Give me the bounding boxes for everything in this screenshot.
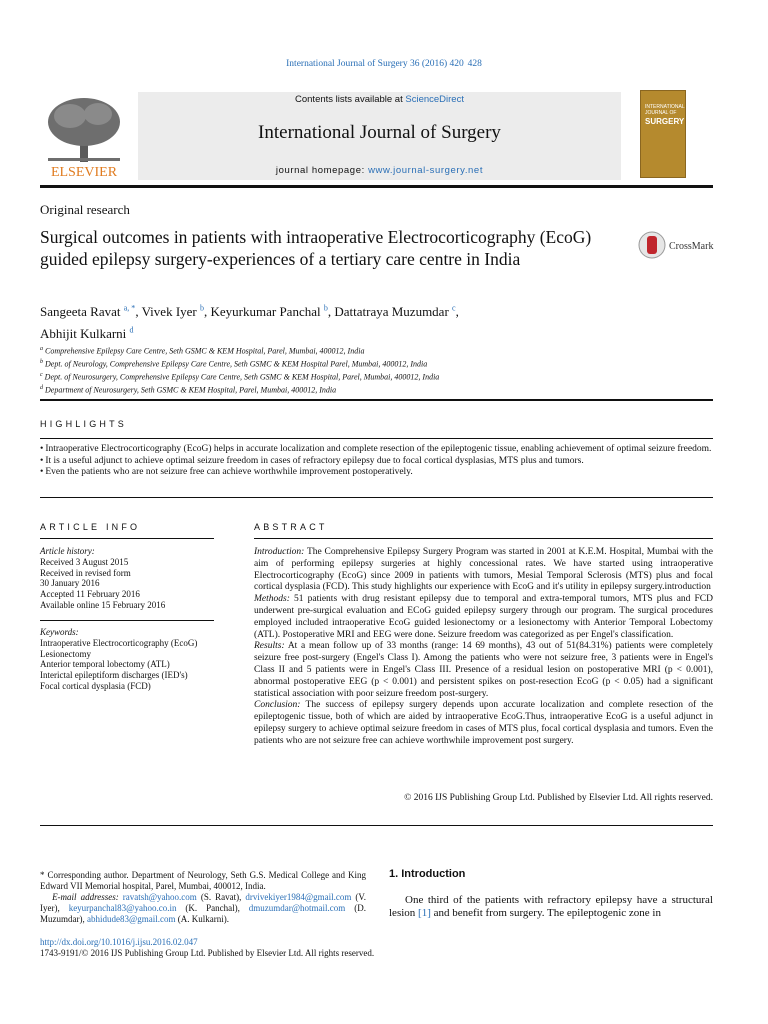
abstract-section: Conclusion: The success of epilepsy surgery depends upon accurate localization and complete resection of the epileptogenic tissue, both of which are aided by intraoperative EcoG.Thus, intraoperative EcoG is a useful adjunct in epilepsy surgery to achieve optimal seizure freedom in cases of MTS plus, focal cortical dysplasia and tumors. Even the patients who are not seizure free can achieve worthwhile improvement post surgery. xyxy=(254,700,713,746)
history-line: Received in revised form xyxy=(40,567,131,578)
affiliation: $^c$ Dept. of Neurosurgery, Comprehensive Epilepsy Care Centre, Seth GSMC & KEM Hospital, Parel, Mumbai, 400012, India xyxy=(40,372,440,382)
history-line: Received 3 August 2015 xyxy=(40,556,129,567)
corresponding-author-footnote: * Corresponding author. Department of Neurology, Seth G.S. Medical College and King Edward VII Memorial hospital, Parel, Mumbai, 400012, India. E-mail addresses: ravatsh@yahoo.com (S. Ravat), drvivekiyer1984@gmail.com (V. Iyer), keyurpanchal83@yahoo.co.in (K. Panchal), dmuzumdar@hotmail.com (D. Muzumdar), abhidude83@gmail.com (A. Kulkarni). xyxy=(40,870,367,924)
author-list xyxy=(40,300,600,343)
affiliation: $^a$ Comprehensive Epilepsy Care Centre, Seth GSMC & KEM Hospital, Parel, Mumbai, 400012, India xyxy=(40,346,365,356)
highlight-item: • Intraoperative Electrocorticography (EcoG) helps in accurate localization and complete resection of the epileptogenic tissue, enabling achievement of optimal seizure freedom. xyxy=(40,444,713,456)
abstract-body xyxy=(254,547,713,748)
divider xyxy=(40,538,214,539)
author[interactable]: Abhijit Kulkarni $^d$ xyxy=(40,325,134,341)
article-type: Original research xyxy=(40,202,130,217)
issn-line: 1743-9191/© 2016 IJS Publishing Group Ltd. Published by Elsevier Ltd. All rights reserved. xyxy=(40,948,375,958)
introduction-text: One third of the patients with refractory epilepsy have a structural lesion [1] and benefit from surgery. The epileptogenic zone in xyxy=(389,894,713,919)
journal-name: International Journal of Surgery xyxy=(258,122,501,143)
contents-line: Contents lists available at ScienceDirect xyxy=(295,94,464,105)
abstract-section: Introduction: The Comprehensive Epilepsy Surgery Program was started in 2001 at K.E.M. Hospital, Mumbai with the aim of performing epilepsy surgeries at highly concessional rates. We have started using intraoperative Electrocorticography (EcoG) since 2009 in patients with tumors, Mesial Temporal Sclerosis (MTS) plus and focal cortical dysplasia (FCD). This study highlights our experience with EcoG and it's utility in epilepsy surgery.introduction xyxy=(254,547,713,593)
crossmark-badge[interactable] xyxy=(638,230,718,260)
highlight-item: • It is a useful adjunct to achieve optimal seizure freedom in cases of refractory epilepsy due to focal cortical dysplasias, MTS plus and tumors. xyxy=(40,456,713,468)
cover-title: SURGERY xyxy=(645,117,685,126)
svg-text:CrossMark: CrossMark xyxy=(669,241,714,252)
keywords-label: Keywords: xyxy=(40,627,79,637)
abstract-section: Results: At a mean follow up of 33 months (range: 14 69 months), 43 out of 51(84.31%) patients were completely seizure free post-surgery (Engel's Class I). Among the patients who were not seizure free, 3 patients were in Engel's Class II and 5 patients were in Engel's Class III. Presence of a residual lesion on postoperative MRI (p < 0.001), abnormal postoperative EEG (p < 0.001) and persistent spikes on post-resection EcoG (p < 0.05) had a significant statistical association with poor seizure freedom post-surgery. xyxy=(254,641,713,699)
journal-cover-image xyxy=(640,90,686,178)
history-line: 30 January 2016 xyxy=(40,578,100,589)
email-link[interactable]: ravatsh@yahoo.com xyxy=(122,892,197,902)
highlight-item: • Even the patients who are not seizure free can achieve worthwhile improvement postoperatively. xyxy=(40,467,713,479)
email-link[interactable]: abhidude83@gmail.com xyxy=(87,914,176,924)
author[interactable]: Dattatraya Muzumdar $^c$, xyxy=(334,304,459,320)
abstract-copyright: © 2016 IJS Publishing Group Ltd. Published by Elsevier Ltd. All rights reserved. xyxy=(404,793,713,803)
divider xyxy=(40,438,713,439)
affiliations xyxy=(40,344,640,397)
history-label: Article history: xyxy=(40,546,95,556)
keyword: Lesionectomy xyxy=(40,648,91,659)
abstract-section: Methods: 51 patients with drug resistant epilepsy due to temporal and extra-temporal tumors, MTS plus and FCD underwent pre-surgical evaluation and ECoG guided epilepsy surgery through our program. The surgical procedures employed included intraoperative EcoG guided lesionectomy or a lesionectomy with Anterior Temporal Lobectomy (ATL). Postoperative MRI and EEG were done. Seizure freedom was categorized as per Engel's classification. xyxy=(254,594,713,640)
keywords xyxy=(40,627,214,692)
article-title: Surgical outcomes in patients with intraoperative Electrocorticography (EcoG) guided epilepsy surgery-experiences of a tertiary care centre in India xyxy=(40,227,592,269)
reference-link[interactable]: [1] xyxy=(418,907,431,919)
divider xyxy=(254,538,713,539)
divider xyxy=(40,620,214,621)
keyword: Interictal epileptiform discharges (IED's) xyxy=(40,670,188,681)
cover-subtitle: INTERNATIONAL JOURNAL OF xyxy=(645,104,685,116)
history-line: Available online 15 February 2016 xyxy=(40,599,166,610)
abstract-heading: ABSTRACT xyxy=(254,522,328,532)
introduction-heading: 1. Introduction xyxy=(389,868,466,880)
author[interactable]: Sangeeta Ravat $^{a, *}$, xyxy=(40,304,142,320)
article-history xyxy=(40,546,214,611)
history-line: Accepted 11 February 2016 xyxy=(40,589,140,600)
keyword: Anterior temporal lobectomy (ATL) xyxy=(40,659,170,670)
author[interactable]: Vivek Iyer $^b$, xyxy=(141,304,211,320)
sciencedirect-link[interactable]: ScienceDirect xyxy=(405,94,464,105)
divider xyxy=(40,825,713,826)
affiliation: $^d$ Department of Neurosurgery, Seth GSMC & KEM Hospital, Parel, Mumbai, 400012, India xyxy=(40,385,337,396)
highlights-heading: HIGHLIGHTS xyxy=(40,419,128,429)
divider xyxy=(40,399,713,401)
publisher-wordmark: ELSEVIER xyxy=(50,165,118,180)
header-divider xyxy=(40,185,713,188)
email-link[interactable]: dmuzumdar@hotmail.com xyxy=(248,903,346,913)
highlights-list xyxy=(40,444,713,479)
keyword: Focal cortical dysplasia (FCD) xyxy=(40,680,151,691)
doi-link[interactable]: http://dx.doi.org/10.1016/j.ijsu.2016.02.047 xyxy=(40,937,198,947)
keyword: Intraoperative Electrocorticography (EcoG) xyxy=(40,637,198,648)
email-link[interactable]: drvivekiyer1984@gmail.com xyxy=(245,892,352,902)
elsevier-logo xyxy=(40,92,128,180)
journal-citation[interactable]: International Journal of Surgery 36 (2016) 420 428 xyxy=(286,59,482,69)
affiliation: $^b$ Dept. of Neurology, Comprehensive Epilepsy Care Centre, Seth GSMC & KEM Hospital Parel, Mumbai, 400012, India xyxy=(40,359,428,369)
homepage-link[interactable]: www.journal-surgery.net xyxy=(368,165,484,176)
article-info-heading: ARTICLE INFO xyxy=(40,522,141,532)
journal-homepage: journal homepage: www.journal-surgery.net xyxy=(275,165,484,176)
elsevier-tree-icon xyxy=(40,92,128,180)
email-link[interactable]: keyurpanchal83@yahoo.co.in xyxy=(68,903,177,913)
divider xyxy=(40,497,713,498)
author[interactable]: Keyurkumar Panchal $^b$, xyxy=(210,304,335,320)
